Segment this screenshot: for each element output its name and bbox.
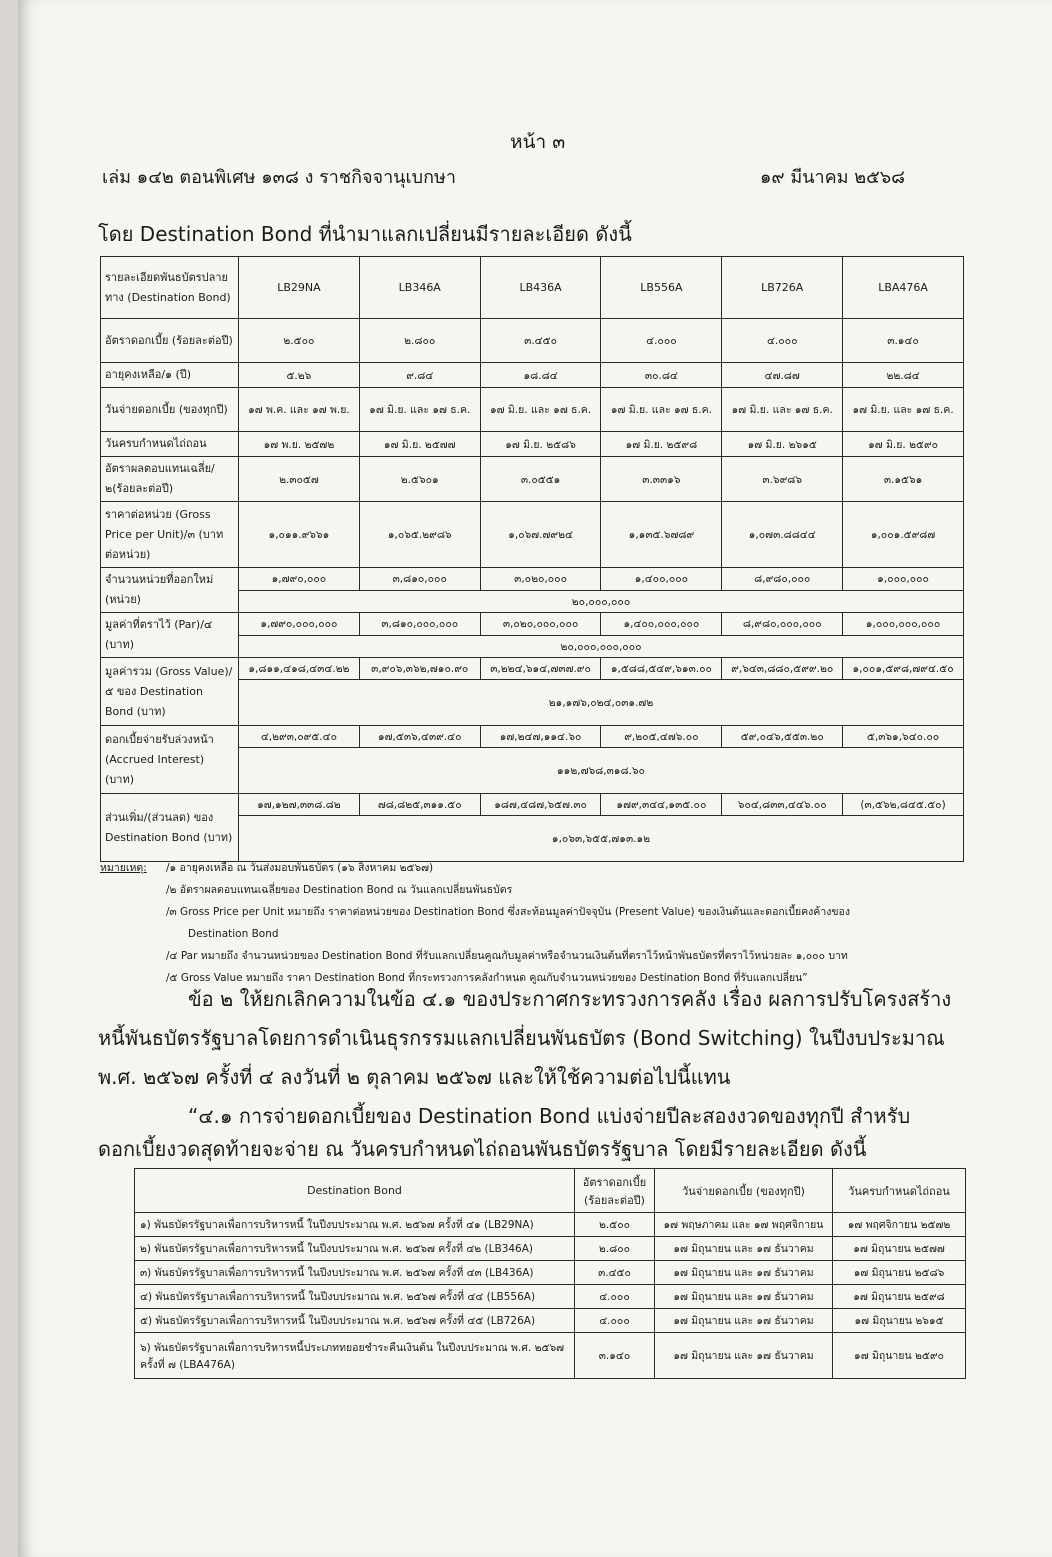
- row-label: มูลค่าที่ตราไว้ (Par)/๔ (บาท): [101, 613, 239, 658]
- footnote: /๑ อายุคงเหลือ ณ วันส่งมอบพันธบัตร (๑๖ สิงหาคม ๒๕๖๗): [166, 862, 434, 874]
- row-label: อายุคงเหลือ/๑ (ปี): [101, 363, 239, 388]
- table-cell: ๑,๔๐๐,๐๐๐: [601, 568, 722, 591]
- table-cell: ๑๗ มิถุนายน และ ๑๗ ธันวาคม: [655, 1333, 833, 1379]
- table-cell: ๑,๐๐๑.๕๙๘๗: [843, 502, 964, 568]
- table-cell: ๑,๑๓๕.๖๗๘๙: [601, 502, 722, 568]
- table-cell: ๑๗,๑๒๗,๓๓๘.๘๒: [239, 794, 360, 816]
- table-cell: ๒.๕๐๐: [575, 1213, 655, 1237]
- row-label: มูลค่ารวม (Gross Value)/๕ ของ Destination Bond (บาท): [101, 658, 239, 726]
- bond-code: LB556A: [601, 257, 722, 319]
- row-label: วันจ่ายดอกเบี้ย (ของทุกปี): [101, 388, 239, 432]
- table-cell: ๑๗ มิ.ย. และ ๑๗ ธ.ค.: [359, 388, 480, 432]
- clause-line: “๔.๑ การจ่ายดอกเบี้ยของ Destination Bond แบ่งจ่ายปีละสองงวดของทุกปี สำหรับ: [188, 1104, 911, 1128]
- table-cell: ๑,๐๐๐,๐๐๐,๐๐๐: [843, 613, 964, 636]
- gazette-date: ๑๙ มีนาคม ๒๕๖๘: [760, 167, 906, 188]
- table-cell: ๓.๔๕๐: [480, 319, 601, 363]
- column-header: วันครบกำหนดไถ่ถอน: [833, 1169, 966, 1213]
- gazette-volume: เล่ม ๑๔๒ ตอนพิเศษ ๑๓๘ ง ราชกิจจานุเบกษา: [102, 167, 456, 188]
- table-cell: ๑,๐๑๑.๙๖๖๑: [239, 502, 360, 568]
- table-cell: ๑,๗๙๐,๐๐๐: [239, 568, 360, 591]
- table-row: [101, 457, 964, 502]
- column-header: อัตราดอกเบี้ย (ร้อยละต่อปี): [575, 1169, 655, 1213]
- table-cell: ๒.๘๐๐: [575, 1237, 655, 1261]
- table-row: [101, 432, 964, 457]
- table-cell: ๑๗ มิถุนายน ๒๕๙๐: [833, 1333, 966, 1379]
- table-cell: ๓.๓๓๑๖: [601, 457, 722, 502]
- table-cell: ๑๗ มิถุนายน และ ๑๗ ธันวาคม: [655, 1309, 833, 1333]
- table-cell: ๔.๐๐๐: [601, 319, 722, 363]
- clause-line: ข้อ ๒ ให้ยกเลิกความในข้อ ๔.๑ ของประกาศกระทรวงการคลัง เรื่อง ผลการปรับโครงสร้าง: [188, 987, 952, 1011]
- table-cell: ๑,๗๙๐,๐๐๐,๐๐๐: [239, 613, 360, 636]
- table-cell: ๖๐๔,๘๓๓,๔๔๖.๐๐: [722, 794, 843, 816]
- table-cell: ๑,๐๗๓.๘๘๔๔: [722, 502, 843, 568]
- bond-name: ๑) พันธบัตรรัฐบาลเพื่อการบริหารหนี้ ในปีงบประมาณ พ.ศ. ๒๕๖๗ ครั้งที่ ๔๑ (LB29NA): [135, 1213, 575, 1237]
- table-cell: ๓.๑๕๖๑: [843, 457, 964, 502]
- table-row: [135, 1285, 966, 1309]
- table-cell: ๑๗ พฤศจิกายน ๒๕๗๒: [833, 1213, 966, 1237]
- table-row: [101, 568, 964, 591]
- column-header: วันจ่ายดอกเบี้ย (ของทุกปี): [655, 1169, 833, 1213]
- bond-name: ๕) พันธบัตรรัฐบาลเพื่อการบริหารหนี้ ในปีงบประมาณ พ.ศ. ๒๕๖๗ ครั้งที่ ๔๕ (LB726A): [135, 1309, 575, 1333]
- table-cell: ๙.๘๔: [359, 363, 480, 388]
- bond-code: LBA476A: [843, 257, 964, 319]
- table-cell: ๔.๐๐๐: [575, 1285, 655, 1309]
- table-cell: ๒.๕๖๐๑: [359, 457, 480, 502]
- table-cell: ๑๗ มิถุนายน และ ๑๗ ธันวาคม: [655, 1261, 833, 1285]
- table-row: [135, 1237, 966, 1261]
- table-row: [101, 502, 964, 568]
- table-cell: ๑๗ มิถุนายน ๒๕๘๖: [833, 1261, 966, 1285]
- table-cell: ๑,๘๑๑,๔๑๘,๔๓๔.๒๒: [239, 658, 360, 680]
- footnote-row: [100, 857, 850, 879]
- footnote: /๓ Gross Price per Unit หมายถึง ราคาต่อหน่วยของ Destination Bond ซึ่งสะท้อนมูลค่าปัจจุบัน (Present Value) ของเงินต้นและดอกเบี้ยคงค้างของ: [166, 906, 850, 918]
- bond-name: ๓) พันธบัตรรัฐบาลเพื่อการบริหารหนี้ ในปีงบประมาณ พ.ศ. ๒๕๖๗ ครั้งที่ ๔๓ (LB436A): [135, 1261, 575, 1285]
- table-cell: ๑๗ พ.ค. และ ๑๗ พ.ย.: [239, 388, 360, 432]
- clause-line: พ.ศ. ๒๕๖๗ ครั้งที่ ๔ ลงวันที่ ๒ ตุลาคม ๒๕๖๗ และให้ใช้ความต่อไปนี้แทน: [98, 1065, 731, 1089]
- table-header-row: [101, 257, 964, 319]
- table-cell: ๑๗ พฤษภาคม และ ๑๗ พฤศจิกายน: [655, 1213, 833, 1237]
- table-cell: ๔.๐๐๐: [722, 319, 843, 363]
- table-cell: ๓,๙๐๖,๓๖๒,๗๑๐.๙๐: [359, 658, 480, 680]
- page-number: หน้า ๓: [510, 131, 566, 153]
- table-row: [135, 1213, 966, 1237]
- table-cell: ๕๙,๐๔๖,๕๕๓.๒๐: [722, 726, 843, 748]
- footnotes: [100, 857, 850, 989]
- table-row: [101, 363, 964, 388]
- table-cell: ๓,๘๑๐,๐๐๐,๐๐๐: [359, 613, 480, 636]
- table-cell: ๑๗ มิ.ย. ๒๕๗๗: [359, 432, 480, 457]
- clause-line: ดอกเบี้ยงวดสุดท้ายจะจ่าย ณ วันครบกำหนดไถ่ถอนพันธบัตรรัฐบาล โดยมีรายละเอียด ดังนี้: [98, 1137, 867, 1161]
- table-cell: ๑๗ มิถุนายน ๒๖๑๕: [833, 1309, 966, 1333]
- table-total: ๒๐,๐๐๐,๐๐๐: [239, 590, 964, 613]
- row-label: ส่วนเพิ่ม/(ส่วนลด) ของ Destination Bond (บาท): [101, 794, 239, 862]
- table-cell: ๑๗ มิถุนายน และ ๑๗ ธันวาคม: [655, 1237, 833, 1261]
- table-row: [101, 794, 964, 816]
- intro-text: โดย Destination Bond ที่นำมาแลกเปลี่ยนมีรายละเอียด ดังนี้: [98, 222, 632, 246]
- column-header: Destination Bond: [135, 1169, 575, 1213]
- table-cell: ๑๗ มิถุนายน ๒๕๙๘: [833, 1285, 966, 1309]
- table-cell: ๑,๔๐๐,๐๐๐,๐๐๐: [601, 613, 722, 636]
- table-cell: ๕.๒๖: [239, 363, 360, 388]
- table-cell: ๑๗ มิถุนายน และ ๑๗ ธันวาคม: [655, 1285, 833, 1309]
- table-row: [101, 319, 964, 363]
- table-cell: ๑๗ มิ.ย. และ ๑๗ ธ.ค.: [722, 388, 843, 432]
- table-cell: ๑๗ มิ.ย. และ ๑๗ ธ.ค.: [843, 388, 964, 432]
- document-page: [18, 0, 1052, 1557]
- row-label: ราคาต่อหน่วย (Gross Price per Unit)/๓ (บาทต่อหน่วย): [101, 502, 239, 568]
- footnote-title: หมายเหตุ:: [100, 862, 147, 874]
- table-cell: ๑๗ พ.ย. ๒๕๗๒: [239, 432, 360, 457]
- table-cell: ๕,๓๖๑,๖๔๐.๐๐: [843, 726, 964, 748]
- bond-code: LB436A: [480, 257, 601, 319]
- table-cell: ๑,๕๘๘,๕๔๙,๖๑๓.๐๐: [601, 658, 722, 680]
- table-cell: ๑๗ มิถุนายน ๒๕๗๗: [833, 1237, 966, 1261]
- table-total: ๒๐,๐๐๐,๐๐๐,๐๐๐: [239, 635, 964, 658]
- table-cell: ๑๗,๕๓๖,๔๓๙.๔๐: [359, 726, 480, 748]
- table-cell: ๙,๒๐๕,๔๗๖.๐๐: [601, 726, 722, 748]
- table-cell: ๓.๑๔๐: [575, 1333, 655, 1379]
- table-cell: ๑๘๗,๔๘๗,๖๕๗.๓๐: [480, 794, 601, 816]
- table-cell: (๓,๕๖๒,๘๔๕.๕๐): [843, 794, 964, 816]
- row-label: อัตราผลตอบแทนเฉลี่ย/๒(ร้อยละต่อปี): [101, 457, 239, 502]
- table-cell: ๑๗ มิ.ย. และ ๑๗ ธ.ค.: [480, 388, 601, 432]
- table-cell: ๓๐.๘๔: [601, 363, 722, 388]
- bond-name: ๖) พันธบัตรรัฐบาลเพื่อการบริหารหนี้ประเภททยอยชำระคืนเงินต้น ในปีงบประมาณ พ.ศ. ๒๕๖๗ ครั้งที่ ๗ (LBA476A): [135, 1333, 575, 1379]
- table-cell: ๘,๙๘๐,๐๐๐,๐๐๐: [722, 613, 843, 636]
- table-cell: ๙,๖๔๓,๘๘๐,๕๙๙.๒๐: [722, 658, 843, 680]
- bond-name: ๒) พันธบัตรรัฐบาลเพื่อการบริหารหนี้ ในปีงบประมาณ พ.ศ. ๒๕๖๗ ครั้งที่ ๔๒ (LB346A): [135, 1237, 575, 1261]
- table-cell: ๑๗๙,๓๔๔,๑๓๕.๐๐: [601, 794, 722, 816]
- table-cell: ๑๗ มิ.ย. ๒๕๙๘: [601, 432, 722, 457]
- table-row: [101, 388, 964, 432]
- interest-payment-table: [134, 1168, 966, 1379]
- bond-name: ๔) พันธบัตรรัฐบาลเพื่อการบริหารหนี้ ในปีงบประมาณ พ.ศ. ๒๕๖๗ ครั้งที่ ๔๔ (LB556A): [135, 1285, 575, 1309]
- clause-line: หนี้พันธบัตรรัฐบาลโดยการดำเนินธุรกรรมแลกเปลี่ยนพันธบัตร (Bond Switching) ในปีงบประมาณ: [98, 1026, 945, 1050]
- table-cell: ๔.๐๐๐: [575, 1309, 655, 1333]
- table-cell: ๑๗ มิ.ย. ๒๕๘๖: [480, 432, 601, 457]
- table-cell: ๑,๐๖๗.๗๙๒๔: [480, 502, 601, 568]
- destination-bond-table: [100, 256, 964, 862]
- table-cell: ๓,๐๒๐,๐๐๐,๐๐๐: [480, 613, 601, 636]
- table-row: [101, 613, 964, 636]
- table-cell: ๑๗ มิ.ย. ๒๕๙๐: [843, 432, 964, 457]
- table-total: ๒๑,๑๗๖,๐๒๔,๐๓๑.๗๒: [239, 680, 964, 726]
- table-cell: ๓,๐๒๐,๐๐๐: [480, 568, 601, 591]
- table-cell: ๑,๐๐๑,๕๙๘,๗๙๔.๕๐: [843, 658, 964, 680]
- table-cell: ๘,๙๘๐,๐๐๐: [722, 568, 843, 591]
- table-cell: ๓,๒๒๔,๖๑๔,๗๓๗.๙๐: [480, 658, 601, 680]
- table-cell: ๑๘.๘๔: [480, 363, 601, 388]
- table-cell: ๒.๕๐๐: [239, 319, 360, 363]
- footnote: /๒ อัตราผลตอบแทนเฉลี่ยของ Destination Bond ณ วันแลกเปลี่ยนพันธบัตร: [166, 884, 513, 896]
- table-cell: ๓.๑๔๐: [843, 319, 964, 363]
- bond-code: LB726A: [722, 257, 843, 319]
- table-cell: ๓.๐๕๕๑: [480, 457, 601, 502]
- table-cell: ๓.๔๕๐: [575, 1261, 655, 1285]
- footnote: /๕ Gross Value หมายถึง ราคา Destination Bond ที่กระทรวงการคลังกำหนด คูณกับจำนวนหน่วยของ Destination Bond ที่รับแลกเปลี่ยน”: [166, 972, 808, 984]
- table-cell: ๒.๘๐๐: [359, 319, 480, 363]
- bond-code: LB346A: [359, 257, 480, 319]
- table-cell: ๒.๓๐๕๗: [239, 457, 360, 502]
- row-label: จำนวนหน่วยที่ออกใหม่ (หน่วย): [101, 568, 239, 613]
- table-header-row: [135, 1169, 966, 1213]
- table-cell: ๑๗ มิ.ย. และ ๑๗ ธ.ค.: [601, 388, 722, 432]
- table-cell: ๒๒.๘๔: [843, 363, 964, 388]
- row-label: ดอกเบี้ยจ่ายรับล่วงหน้า (Accrued Interest) (บาท): [101, 726, 239, 794]
- table-header-label: รายละเอียดพันธบัตรปลายทาง (Destination Bond): [101, 257, 239, 319]
- bond-code: LB29NA: [239, 257, 360, 319]
- table-cell: ๗๘,๘๒๕,๓๑๑.๕๐: [359, 794, 480, 816]
- table-row: [101, 658, 964, 680]
- table-cell: ๑,๐๐๐,๐๐๐: [843, 568, 964, 591]
- footnote: Destination Bond: [188, 928, 279, 940]
- footnote: /๔ Par หมายถึง จำนวนหน่วยของ Destination Bond ที่รับแลกเปลี่ยนคูณกับมูลค่าหรือจำนวนเงินต้นที่ตราไว้หน้าพันธบัตรที่ตราไว้หน่วยละ ๑,๐๐๐ บาท: [166, 950, 848, 962]
- table-cell: ๑,๐๖๕.๒๙๘๖: [359, 502, 480, 568]
- row-label: วันครบกำหนดไถ่ถอน: [101, 432, 239, 457]
- table-cell: ๓.๖๙๘๖: [722, 457, 843, 502]
- table-row: [101, 726, 964, 748]
- table-cell: ๔,๒๙๓,๐๙๕.๔๐: [239, 726, 360, 748]
- table-total: ๑๑๒,๗๖๘,๓๑๘.๖๐: [239, 748, 964, 794]
- table-cell: ๑๗,๒๔๗,๑๑๔.๖๐: [480, 726, 601, 748]
- table-total: ๑,๐๖๓,๖๕๕,๗๑๓.๑๒: [239, 816, 964, 862]
- table-cell: ๑๗ มิ.ย. ๒๖๑๕: [722, 432, 843, 457]
- row-label: อัตราดอกเบี้ย (ร้อยละต่อปี): [101, 319, 239, 363]
- table-row: [135, 1309, 966, 1333]
- table-row: [135, 1261, 966, 1285]
- table-cell: ๓,๘๑๐,๐๐๐: [359, 568, 480, 591]
- table-cell: ๔๗.๘๗: [722, 363, 843, 388]
- table-row: [135, 1333, 966, 1379]
